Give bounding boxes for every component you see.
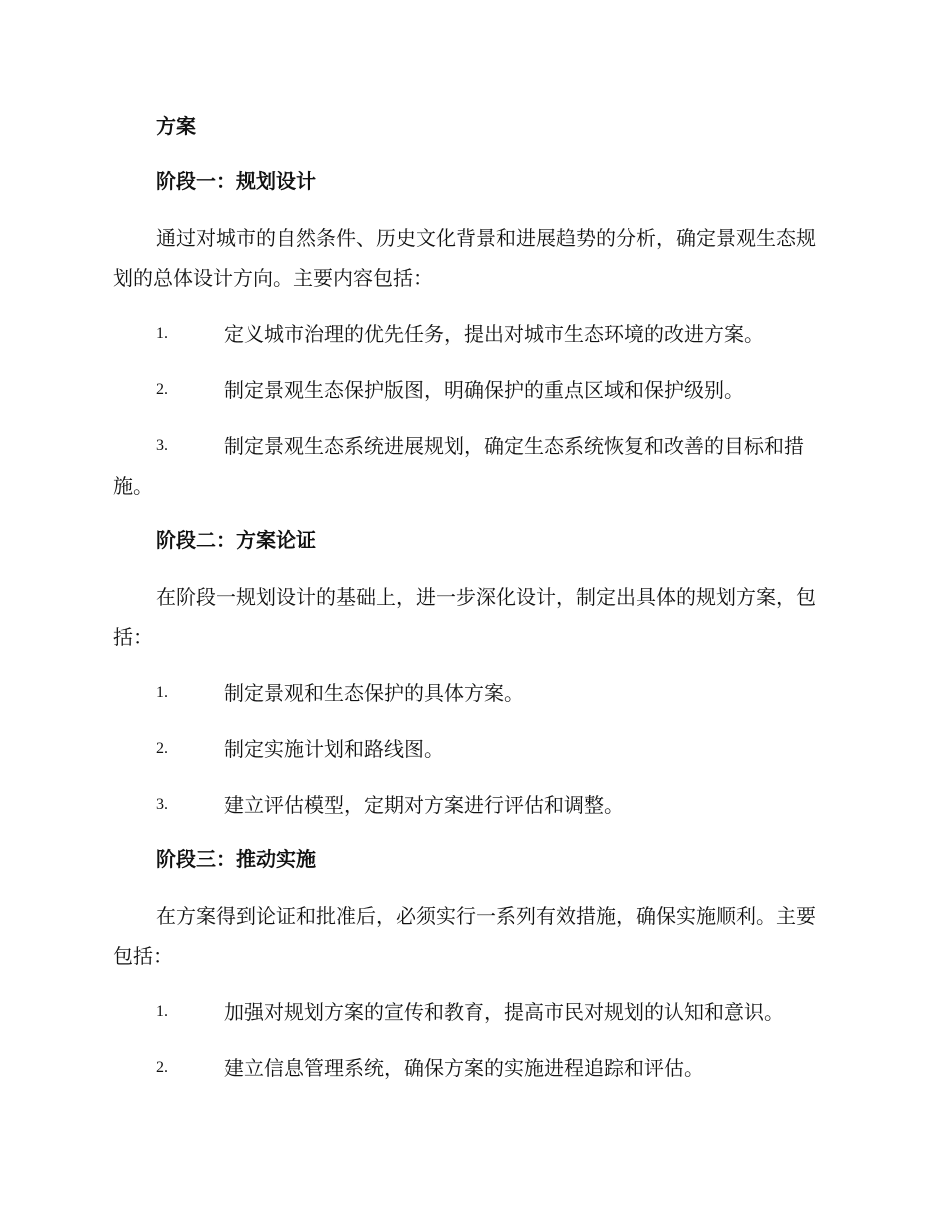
stage-2-item-2 [113,729,835,769]
list-number: 2. [156,740,168,757]
stage-2-item-3 [113,785,835,825]
list-item-text: 建立评估模型，定期对方案进行评估和调整。 [224,793,624,817]
stage-1-item-2 [113,370,835,410]
document-body [113,108,835,1104]
stage-1-item-3 [113,426,835,506]
stage-1-item-1 [113,314,835,354]
stage-2-intro: 在阶段一规划设计的基础上，进一步深化设计，制定出具体的规划方案，包括： [113,585,816,649]
list-item-text: 制定实施计划和路线图。 [224,737,444,761]
stage-2-item-1 [113,673,835,713]
list-number: 1. [156,325,168,342]
stage-1-intro: 通过对城市的自然条件、历史文化背景和进展趋势的分析，确定景观生态规划的总体设计方向。主要内容包括： [113,226,816,290]
list-number: 2. [156,381,168,398]
list-number: 3. [156,437,168,454]
list-number: 2. [156,1059,168,1076]
stage-3-intro: 在方案得到论证和批准后，必须实行一系列有效措施，确保实施顺利。主要包括： [113,904,816,968]
list-item-text: 制定景观生态系统进展规划，确定生态系统恢复和改善的目标和措施。 [113,434,804,498]
list-number: 3. [156,796,168,813]
list-item-text: 制定景观和生态保护的具体方案。 [224,681,524,705]
list-item-text: 加强对规划方案的宣传和教育，提高市民对规划的认知和意识。 [224,1000,784,1024]
stage-3-item-2 [113,1048,835,1088]
list-item-text: 制定景观生态保护版图，明确保护的重点区域和保护级别。 [224,378,744,402]
list-item-text: 建立信息管理系统，确保方案的实施进程追踪和评估。 [224,1056,704,1080]
stage-2-heading: 阶段二：方案论证 [156,528,316,552]
stage-1-heading: 阶段一：规划设计 [156,169,316,193]
list-item-text: 定义城市治理的优先任务，提出对城市生态环境的改进方案。 [224,322,764,346]
list-number: 1. [156,1003,168,1020]
document-title: 方案 [156,114,196,138]
stage-3-heading: 阶段三：推动实施 [156,847,316,871]
list-number: 1. [156,684,168,701]
stage-3-item-1 [113,992,835,1032]
